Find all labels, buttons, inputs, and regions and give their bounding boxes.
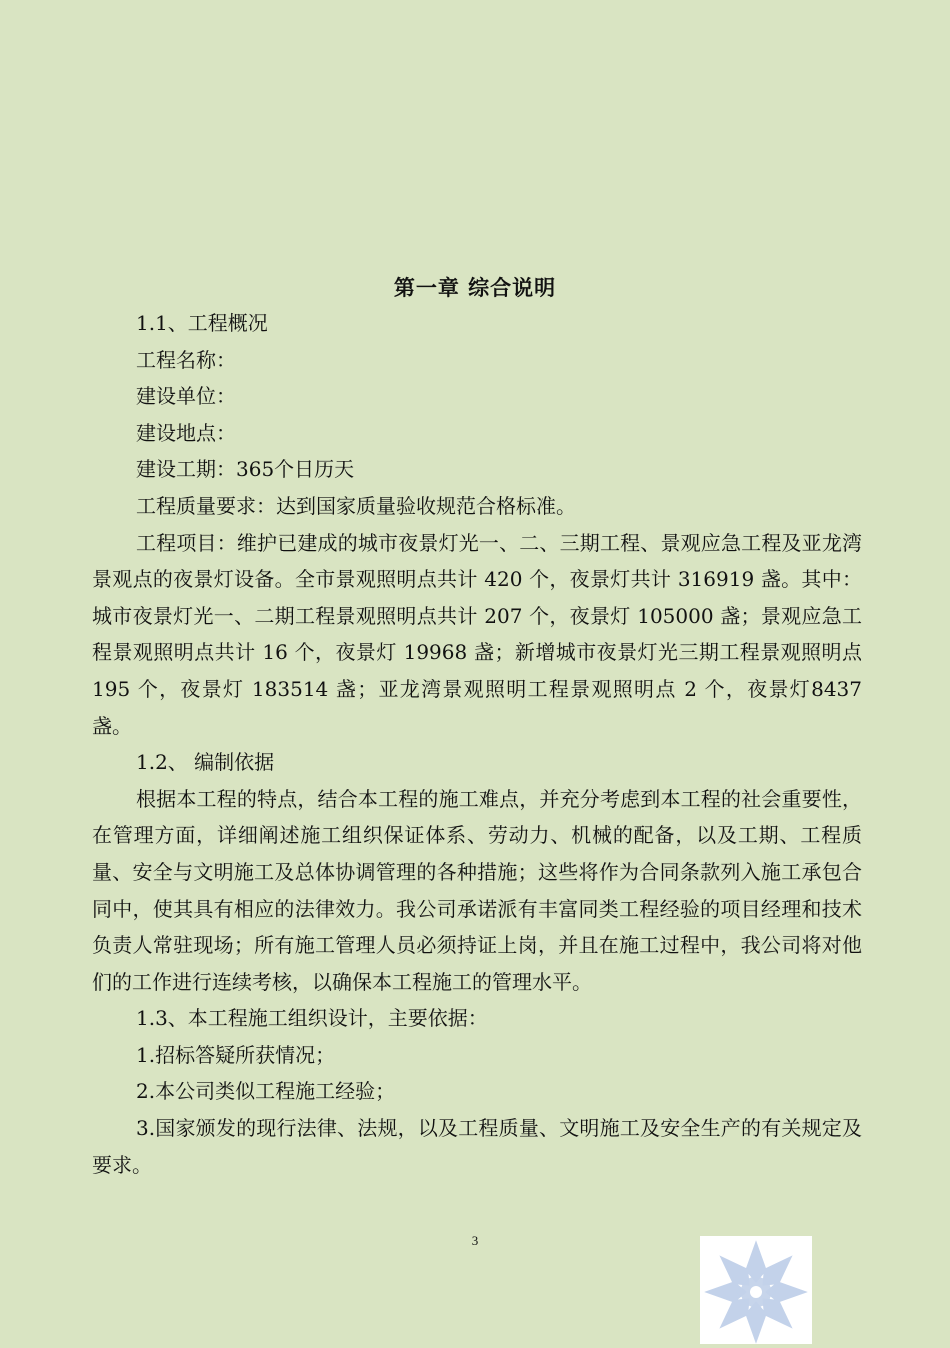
construction-site-line: 建设地点： bbox=[136, 420, 236, 445]
project-items-paragraph: 工程项目：维护已建成的城市夜景灯光一、二、三期工程、景观应急工程及亚龙湾景观点的夜景灯设备。全市景观照明点共计 420 个，夜景灯共计 316919 盏。其中：城市夜景灯光一、二期工程景观照明点共计 207 个，夜景灯 105000 盏；景观应急工程景观照明点共计 16 个，夜景灯 19968 盏；新增城市夜景灯光三期工程景观照明点 195 个，夜景灯 183514 盏；亚龙湾景观照明工程景观照明点 2 个，夜景灯8437 盏。 bbox=[92, 530, 862, 738]
basis-paragraph: 根据本工程的特点，结合本工程的施工难点，并充分考虑到本工程的社会重要性，在管理方面，详细阐述施工组织保证体系、劳动力、机械的配备，以及工期、工程质量、安全与文明施工及总体协调管理的各种措施；这些将作为合同条款列入施工承包合同中，使其具有相应的法律效力。我公司承诺派有丰富同类工程经验的项目经理和技术负责人常驻现场；所有施工管理人员必须持证上岗，并且在施工过程中，我公司将对他们的工作进行连续考核，以确保本工程施工的管理水平。 bbox=[92, 786, 862, 994]
page-number: 3 bbox=[471, 1233, 479, 1248]
basis-item-3: 3.国家颁发的现行法律、法规，以及工程质量、文明施工及安全生产的有关规定及要求。 bbox=[92, 1116, 862, 1177]
construction-period-line: 建设工期：365个日历天 bbox=[136, 457, 355, 482]
snowflake-logo-icon bbox=[700, 1236, 812, 1344]
chapter-title: 第一章 综合说明 bbox=[393, 275, 557, 300]
watermark-logo bbox=[700, 1236, 812, 1344]
basis-item-2: 2.本公司类似工程施工经验； bbox=[136, 1079, 396, 1104]
project-name-line: 工程名称： bbox=[136, 347, 236, 372]
section-heading-1-2: 1.2、 编制依据 bbox=[136, 750, 275, 775]
quality-requirement-line: 工程质量要求：达到国家质量验收规范合格标准。 bbox=[136, 493, 576, 518]
body-text bbox=[92, 305, 862, 1183]
construction-unit-line: 建设单位： bbox=[136, 384, 236, 409]
section-heading-1-1: 1.1、工程概况 bbox=[136, 311, 268, 335]
basis-item-1: 1.招标答疑所获情况； bbox=[136, 1042, 336, 1067]
section-heading-1-3: 1.3、本工程施工组织设计，主要依据： bbox=[136, 1006, 488, 1031]
